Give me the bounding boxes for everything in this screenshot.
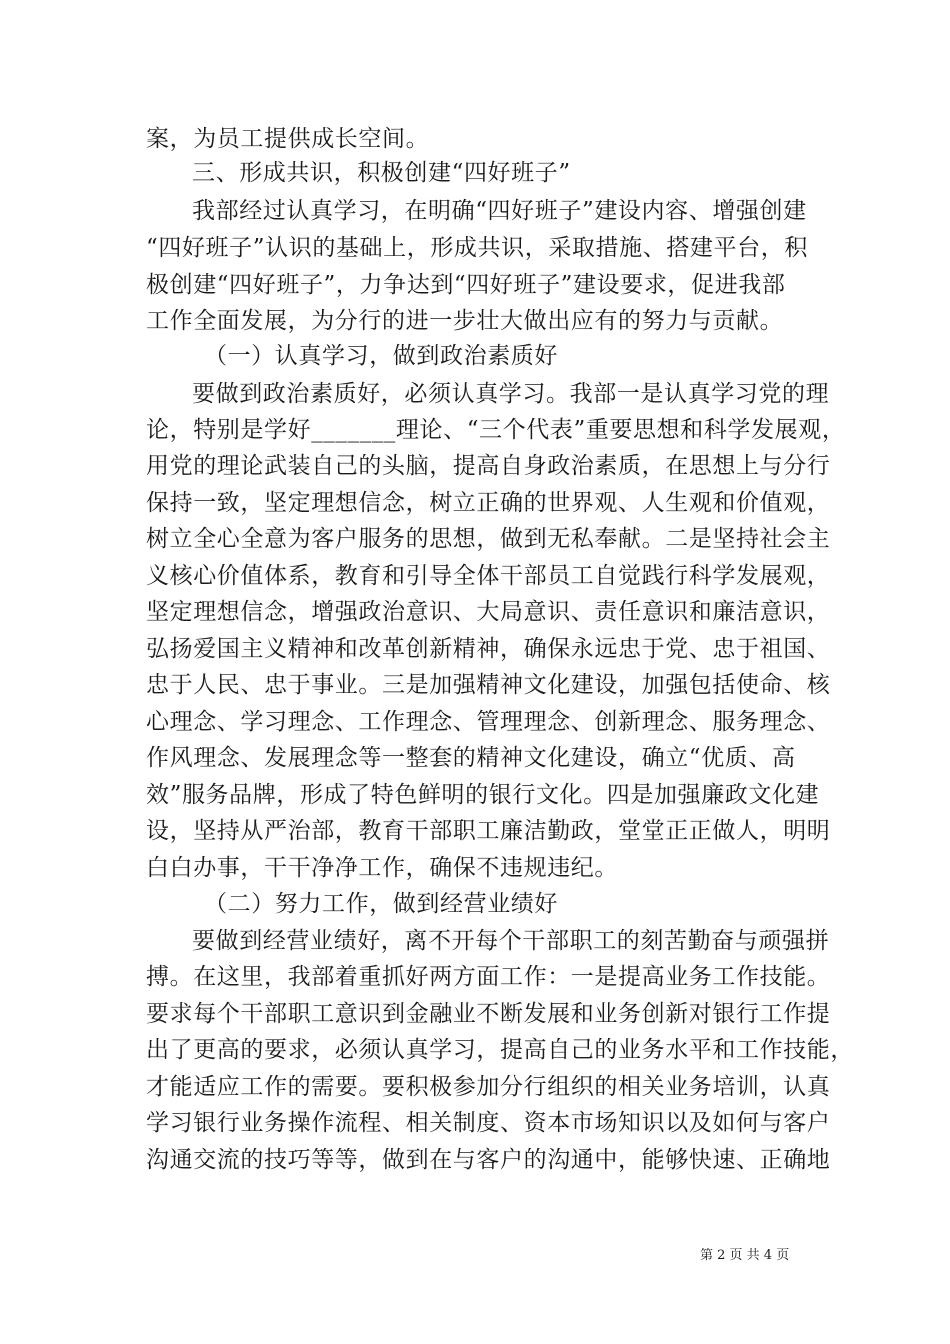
paragraph-first-line: 我部经过认真学习，在明确“四好班子”建设内容、增强创建 [192, 198, 807, 224]
text-line: 心理念、学习理念、工作理念、管理理念、创新理念、服务理念、 [146, 709, 831, 735]
page-number-footer: 第 2 页 共 4 页 [700, 1248, 790, 1263]
text-line: 设，坚持从严治部，教育干部职工廉洁勤政，堂堂正正做人，明明 [146, 818, 831, 844]
subsection-heading: （二）努力工作，做到经营业绩好 [204, 891, 558, 917]
text-line: 忠于人民、忠于事业。三是加强精神文化建设，加强包括使命、核 [146, 672, 831, 698]
text-line: 保持一致，坚定理想信念，树立正确的世界观、人生观和价值观， [146, 490, 831, 516]
text-line: 工作全面发展，为分行的进一步壮大做出应有的努力与贡献。 [146, 308, 784, 334]
text-line: 效”服务品牌，形成了特色鲜明的银行文化。四是加强廉政文化建 [146, 782, 820, 808]
text-line: 学习银行业务操作流程、相关制度、资本市场知识以及如何与客户 [146, 1110, 831, 1136]
paragraph-first-line: 要做到政治素质好，必须认真学习。我部一是认真学习党的理 [192, 381, 830, 407]
text-line: 坚定理想信念，增强政治意识、大局意识、责任意识和廉洁意识， [146, 599, 831, 625]
text-line: 才能适应工作的需要。要积极参加分行组织的相关业务培训，认真 [146, 1074, 831, 1100]
text-line: 树立全心全意为客户服务的思想，做到无私奉献。二是坚持社会主 [146, 526, 831, 552]
subsection-heading: （一）认真学习，做到政治素质好 [204, 343, 558, 369]
text-line: 弘扬爱国主义精神和改革创新精神，确保永远忠于党、忠于祖国、 [146, 636, 831, 662]
paragraph-first-line: 要做到经营业绩好，离不开每个干部职工的刻苦勤奋与顽强拼 [192, 928, 830, 954]
text-line: 白白办事，干干净净工作，确保不违规违纪。 [146, 855, 618, 881]
text-line: “四好班子”认识的基础上，形成共识，采取措施、搭建平台，积 [146, 235, 808, 261]
text-line: 搏。在这里，我部着重抓好两方面工作：一是提高业务工作技能。 [146, 964, 831, 990]
section-heading: 三、形成共识，积极创建“四好班子” [192, 160, 571, 186]
text-line: 义核心价值体系，教育和引导全体干部员工自觉践行科学发展观， [146, 563, 831, 589]
text-line: 作风理念、发展理念等一整套的精神文化建设，确立“优质、高 [146, 745, 796, 771]
text-line: 沟通交流的技巧等等，做到在与客户的沟通中，能够快速、正确地 [146, 1147, 831, 1173]
text-line: 用党的理论武装自己的头脑，提高自身政治素质，在思想上与分行 [146, 453, 831, 479]
text-line: 论，特别是学好_______理论、“三个代表”重要思想和科学发展观， [146, 417, 846, 443]
text-line: 要求每个干部职工意识到金融业不断发展和业务创新对银行工作提 [146, 1001, 831, 1027]
text-line: 案，为员工提供成长空间。 [146, 126, 430, 152]
text-line: 出了更高的要求，必须认真学习，提高自己的业务水平和工作技能， [146, 1037, 854, 1063]
text-line: 极创建“四好班子”，力争达到“四好班子”建设要求，促进我部 [146, 272, 786, 298]
